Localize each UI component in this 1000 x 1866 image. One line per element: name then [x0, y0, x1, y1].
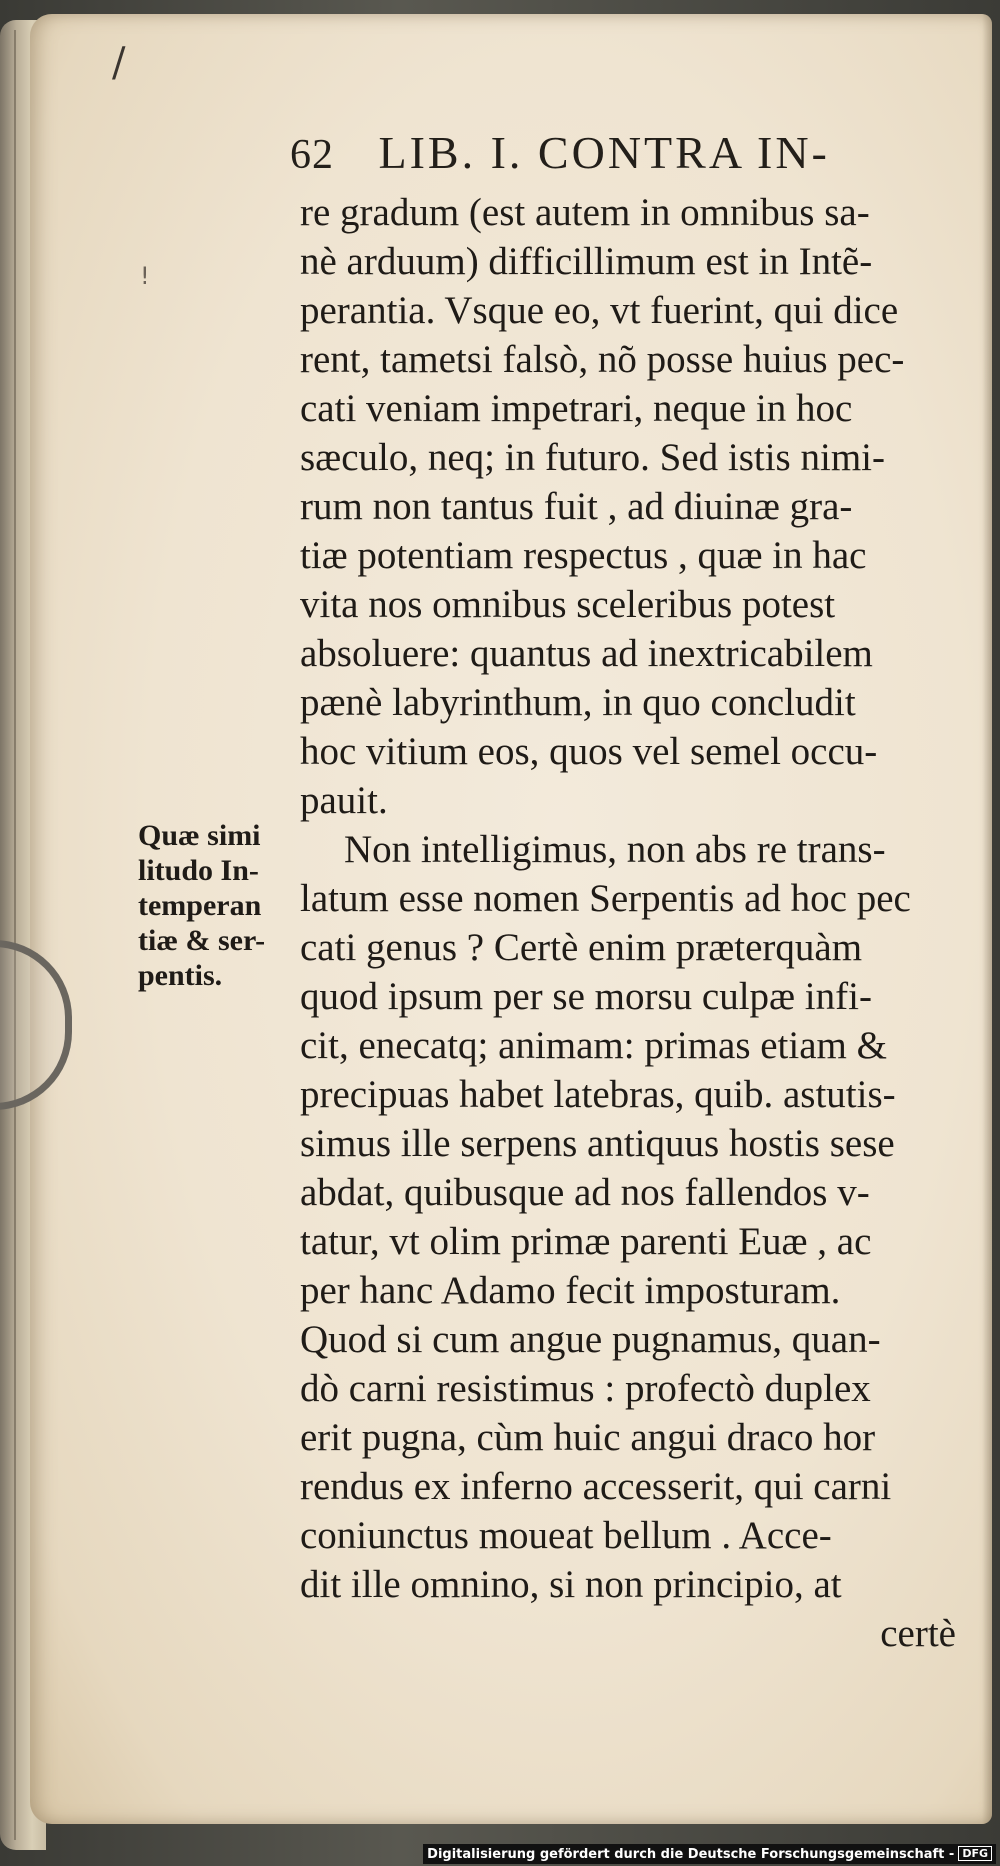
text-line: pænè labyrinthum, in quo concludit	[300, 681, 856, 724]
page-number: 62	[290, 132, 334, 178]
text-line: vita nos omnibus sceleribus potest	[300, 583, 836, 626]
text-line: perantia. Vsque eo, vt fuerint, qui dice	[300, 289, 899, 332]
text-line: simus ille serpens antiquus hostis sese	[300, 1122, 895, 1165]
text-line: quod ipsum per se morsu culpæ infi-	[300, 975, 872, 1018]
margin-note-line: pentis.	[138, 959, 223, 992]
text-line: Quod si cum angue pugnamus, quan-	[300, 1318, 881, 1361]
margin-tick: !	[140, 262, 150, 290]
text-line: cati genus ? Certè enim præterquàm	[300, 926, 863, 969]
text-line: cit, enecatq; animam: primas etiam &	[300, 1024, 887, 1067]
text-line: dit ille omnino, si non principio, at	[300, 1563, 842, 1606]
text-line: Non intelligimus, non abs re trans-	[344, 828, 886, 871]
text-line: abdat, quibusque ad nos fallendos v-	[300, 1171, 870, 1214]
catchword: certè	[880, 1612, 956, 1655]
text-line: pauit.	[300, 779, 388, 822]
body-text	[300, 188, 960, 1658]
margin-note-line: litudo In-	[138, 854, 259, 887]
text-line: cati veniam impetrari, neque in hoc	[300, 387, 853, 430]
text-line: hoc vitium eos, quos vel semel occu-	[300, 730, 878, 773]
text-line: tatur, vt olim primæ parenti Euæ , ac	[300, 1220, 872, 1263]
text-line: dò carni resistimus : profectò duplex	[300, 1367, 871, 1410]
running-header	[290, 126, 890, 179]
text-line: per hanc Adamo fecit imposturam.	[300, 1269, 841, 1312]
text-line: nè arduum) difficillimum est in Intẽ-	[300, 240, 873, 283]
margin-note-line: temperan	[138, 889, 262, 922]
text-line: rent, tametsi falsò, nõ posse huius pec-	[300, 338, 905, 381]
dfg-logo: DFG	[958, 1846, 992, 1861]
text-line: latum esse nomen Serpentis ad hoc pec	[300, 877, 911, 920]
text-line: sæculo, neq; in futuro. Sed istis nimi-	[300, 436, 885, 479]
running-title: LIB. I. CONTRA IN-	[378, 127, 830, 178]
page-edge	[982, 14, 992, 1824]
text-line: coniunctus moueat bellum . Acce-	[300, 1514, 832, 1557]
text-line: rendus ex inferno accesserit, qui carni	[300, 1465, 892, 1508]
margin-note-line: Quæ simi	[138, 819, 261, 852]
text-line: tiæ potentiam respectus , quæ in hac	[300, 534, 867, 577]
text-line: re gradum (est autem in omnibus sa-	[300, 191, 870, 234]
text-line: rum non tantus fuit , ad diuinæ gra-	[300, 485, 853, 528]
margin-note	[138, 818, 308, 993]
margin-mark: /	[112, 40, 126, 86]
margin-note-line: tiæ & ser-	[138, 924, 266, 957]
text-line: erit pugna, cùm huic angui draco hor	[300, 1416, 876, 1459]
credit-text: Digitalisierung gefördert durch die Deutsche Forschungsgemeinschaft -	[427, 1847, 955, 1862]
text-line: precipuas habet latebras, quib. astutis-	[300, 1073, 896, 1116]
digitization-credit	[423, 1844, 996, 1864]
text-line: absoluere: quantus ad inextricabilem	[300, 632, 873, 675]
